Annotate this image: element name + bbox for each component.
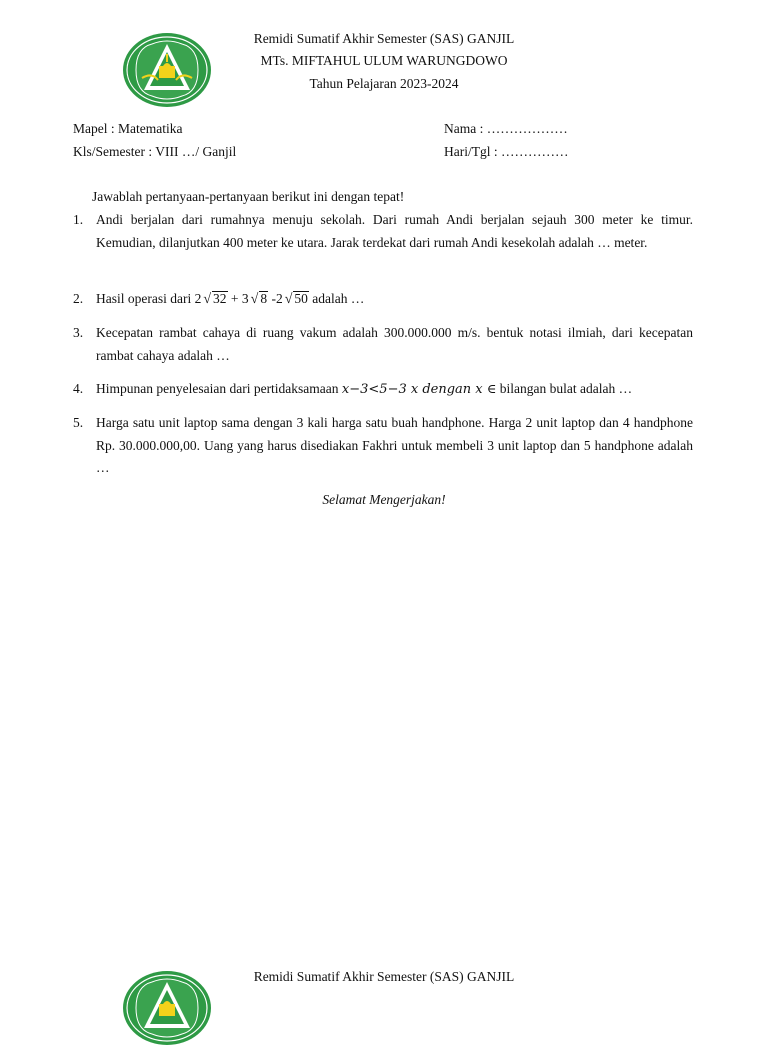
question-text: Harga satu unit laptop sama dengan 3 kali harga satu buah handphone. Harga 2 unit laptop dan 4 handphone Rp. 30.000.000,00. Uang yang harus disediakan Fakhri untuk membeli 3 unit laptop dan 5 handphone adalah … [96, 415, 693, 475]
question-number: 4. [73, 381, 84, 396]
question-4 [73, 378, 693, 402]
question-1 [73, 209, 693, 254]
question-number: 1. [73, 212, 84, 227]
date-field[interactable]: Hari/Tgl : …………… [444, 144, 569, 159]
question-2 [73, 288, 693, 312]
question-3 [73, 322, 693, 367]
question-text: Kecepatan rambat cahaya di ruang vakum adalah 300.000.000 m/s. bentuk notasi ilmiah, dari kecepatan rambat cahaya adalah … [96, 325, 693, 363]
radicand: 50 [294, 291, 308, 306]
question-text: Andi berjalan dari rumahnya menuju sekolah. Dari rumah Andi berjalan sejauh 300 meter ke timur. Kemudian, dilanjutkan 400 meter ke utara. Jarak terdekat dari rumah Andi kesekolah adalah … meter. [96, 212, 693, 250]
question-text: Hasil operasi dari 2 √ 32 + 3 √ 8 -2 √ 50 adalah … [96, 291, 365, 307]
exam-title: Remidi Sumatif Akhir Semester (SAS) GANJIL [253, 31, 515, 46]
question-number: 2. [73, 291, 84, 306]
academic-year: Tahun Pelajaran 2023-2024 [309, 76, 459, 91]
radicand: 8 [260, 291, 268, 306]
class-semester-field: Kls/Semester : VIII …/ Ganjil [73, 144, 237, 159]
question-number: 3. [73, 325, 84, 340]
question-number: 5. [73, 415, 84, 430]
inequality-expression: x−3<5−3 x dengan x ∈ [341, 382, 497, 397]
question-5 [73, 412, 693, 480]
school-name: MTs. MIFTAHUL ULUM WARUNGDOWO [260, 53, 508, 68]
closing-text: Selamat Mengerjakan! [322, 492, 446, 507]
radicand: 32 [213, 291, 227, 306]
instruction-text: Jawablah pertanyaan-pertanyaan berikut ini dengan tepat! [92, 189, 405, 204]
subject-field: Mapel : Matematika [73, 121, 183, 136]
question-text: Himpunan penyelesaian dari pertidaksamaan x−3<5−3 x dengan x ∈ bilangan bulat adalah … [96, 381, 633, 397]
exam-title: Remidi Sumatif Akhir Semester (SAS) GANJIL [253, 969, 515, 984]
name-field[interactable]: Nama : ……………… [444, 121, 568, 136]
